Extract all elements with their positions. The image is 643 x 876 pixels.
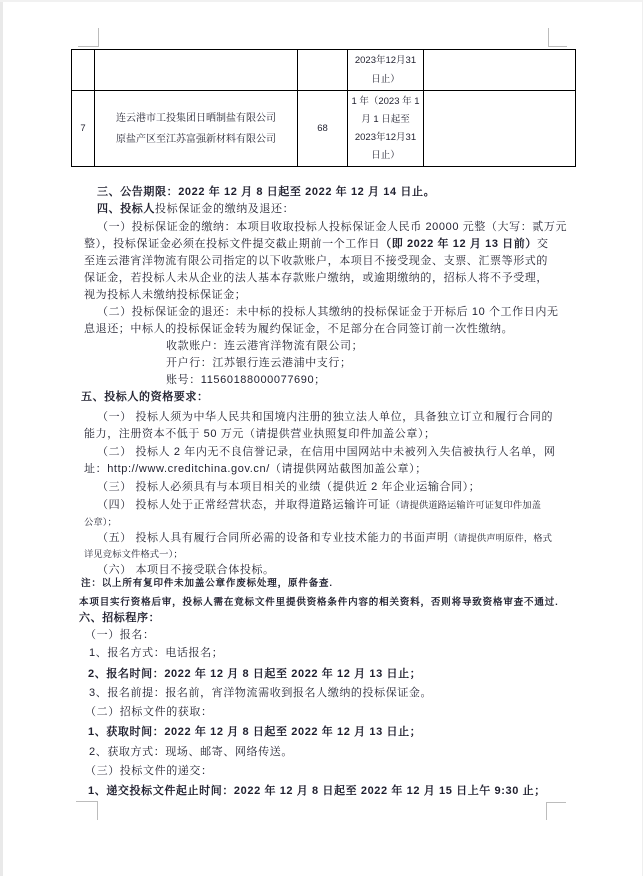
qual-item4-line2: 公章）； <box>84 517 117 527</box>
heading-bid-deposit-rest: 投标保证金的缴纳及退还： <box>155 203 295 215</box>
deposit-pay-line4: 保证金，若投标人未从企业的法人基本存款账户缴纳，或逾期缴纳的，招标人将不予受理， <box>84 272 548 284</box>
empty-cell <box>72 50 95 91</box>
crop-mark-top-left <box>78 28 99 47</box>
qual-note1: 注：以上所有复印件未加盖公章作废标处理，原件备查. <box>81 578 333 589</box>
qual-item6: （六） 本项目不接受联合体投标。 <box>97 564 275 576</box>
qual-item5-line1 <box>97 532 552 545</box>
qual-item3: （三） 投标人必须具有与本项目相关的业绩（提供近 2 年企业运输合同）； <box>97 481 481 493</box>
routes-table <box>71 49 576 167</box>
deposit-refund-line1: （二）投标保证金的退还：未中标的投标人其缴纳的投标保证金于开标后 10 个工作日内无 <box>97 306 559 318</box>
empty-cell <box>424 91 576 167</box>
qual-item5-main: （五） 投标人具有履行合同所必需的设备和专业技术能力的书面声明 <box>97 532 449 544</box>
deposit-pay-line2c: 交 <box>537 238 549 250</box>
seq-cell: 7 <box>72 91 95 167</box>
qual-note2: 本项目实行资格后审，投标人需在竞标文件里提供资格条件内容的相关资料，否则将导致资格审查不通过. <box>79 597 559 608</box>
qual-item5-note: （请提供声明原件，格式 <box>448 533 553 543</box>
qual-item4-note: （请提供道路运输许可证复印件加盖 <box>390 500 542 510</box>
deposit-pay-line2 <box>84 238 549 251</box>
qual-item4-main: （四） 投标人处于正常经营状态，并取得道路运输许可证 <box>97 499 391 511</box>
period-line: 2023年12月31 <box>354 131 417 143</box>
empty-cell <box>95 50 298 91</box>
empty-cell <box>298 50 348 91</box>
qual-item1-line2: 能力，注册资本不低于 50 万元（请提供营业执照复印件加盖公章）； <box>84 428 436 440</box>
obtain-title: （二）招标文件的获取： <box>85 706 213 718</box>
period-line: 1 年（2023 年 1 <box>351 95 420 107</box>
bank-line: 开户行：江苏银行连云港浦中支行； <box>166 357 352 369</box>
heading-bid-deposit <box>97 203 294 216</box>
deposit-deadline-bold: （即 2022 年 12 月 13 日前） <box>380 238 537 250</box>
submit-time: 1、递交投标文件起止时间：2022 年 12 月 8 日起至 2022 年 12 月 15 日上午 9:30 止； <box>88 785 546 797</box>
qual-item1-line1: （一） 投标人须为中华人民共和国境内注册的独立法人单位，具备独立订立和履行合同的 <box>97 411 554 423</box>
qual-item2-line1: （二） 投标人 2 年内无不良信誉记录，在信用中国网站中未被列入失信被执行人名单，网 <box>97 446 556 458</box>
signup-method: 1、报名方式：电话报名； <box>89 647 224 659</box>
deposit-pay-line2a: 整），投标保证金必须在投标文件提交截止期前一个工作日 <box>84 238 381 250</box>
deposit-pay-line3: 至连云港宵洋物流有限公司指定的以下收款账户，本项目不接受现金、支票、汇票等形式的 <box>84 255 548 267</box>
crop-mark-top-right <box>548 28 567 47</box>
period-line: 月 1 日起至 <box>361 113 410 125</box>
heading-notice-period: 三、公告期限：2022 年 12 月 8 日起至 2022 年 12 月 14 日止。 <box>97 186 436 198</box>
heading-bid-deposit-bold: 四、投标人 <box>97 203 155 215</box>
signup-title: （一）报名： <box>85 629 155 641</box>
quantity-cell: 68 <box>298 91 348 167</box>
heading-qualification: 五、投标人的资格要求： <box>81 391 209 403</box>
page-edge-left <box>0 0 3 876</box>
route-name-line: 连云港市工投集团日晒制盐有限公司 <box>116 112 276 124</box>
route-name-line: 原盐产区至江苏富强新材料有限公司 <box>116 133 276 145</box>
period-cell <box>348 50 424 91</box>
empty-cell <box>424 50 576 91</box>
obtain-method: 2、获取方式：现场、邮寄、网络传送。 <box>89 746 293 758</box>
period-cell <box>348 91 424 167</box>
qual-item2-line2: 址：http://www.creditchina.gov.cn/（请提供网站截图加盖公章）； <box>84 463 427 475</box>
qual-item4-line1 <box>97 499 541 512</box>
submit-title: （三）投标文件的递交： <box>85 765 213 777</box>
period-line: 2023年12月31 <box>354 55 417 66</box>
period-line: 日止） <box>371 149 400 161</box>
deposit-pay-line1: （一）投标保证金的缴纳：本项目收取投标人投标保证金人民币 20000 元整（大写：贰万元 <box>97 221 568 233</box>
deposit-pay-line5: 视为投标人未缴纳投标保证金； <box>84 289 247 301</box>
route-name-cell <box>95 91 298 167</box>
account-name-line: 收款账户：连云港宵洋物流有限公司； <box>166 340 364 352</box>
table-row-7 <box>72 91 576 167</box>
crop-mark-bottom-right <box>546 802 566 820</box>
signup-time: 2、报名时间：2022 年 12 月 8 日起至 2022 年 12 月 13 日止； <box>88 668 422 680</box>
qual-item5-line2: 详见竞标文件格式一）； <box>84 549 183 559</box>
table-row-prev-continuation <box>72 50 576 91</box>
deposit-refund-line2: 息退还；中标人的投标保证金转为履约保证金，不足部分在合同签订前一次性缴纳。 <box>84 323 514 335</box>
signup-precondition: 3、报名前提：报名前，宵洋物流需收到报名人缴纳的投标保证金。 <box>89 687 433 699</box>
period-line: 日止） <box>371 74 400 85</box>
heading-procedure: 六、招标程序： <box>79 612 161 624</box>
page-edge-top <box>0 0 643 2</box>
crop-mark-bottom-left <box>76 801 98 820</box>
account-number-line: 账号：11560188000077690； <box>166 374 326 386</box>
obtain-time: 1、获取时间：2022 年 12 月 8 日起至 2022 年 12 月 13 日止； <box>88 726 422 738</box>
